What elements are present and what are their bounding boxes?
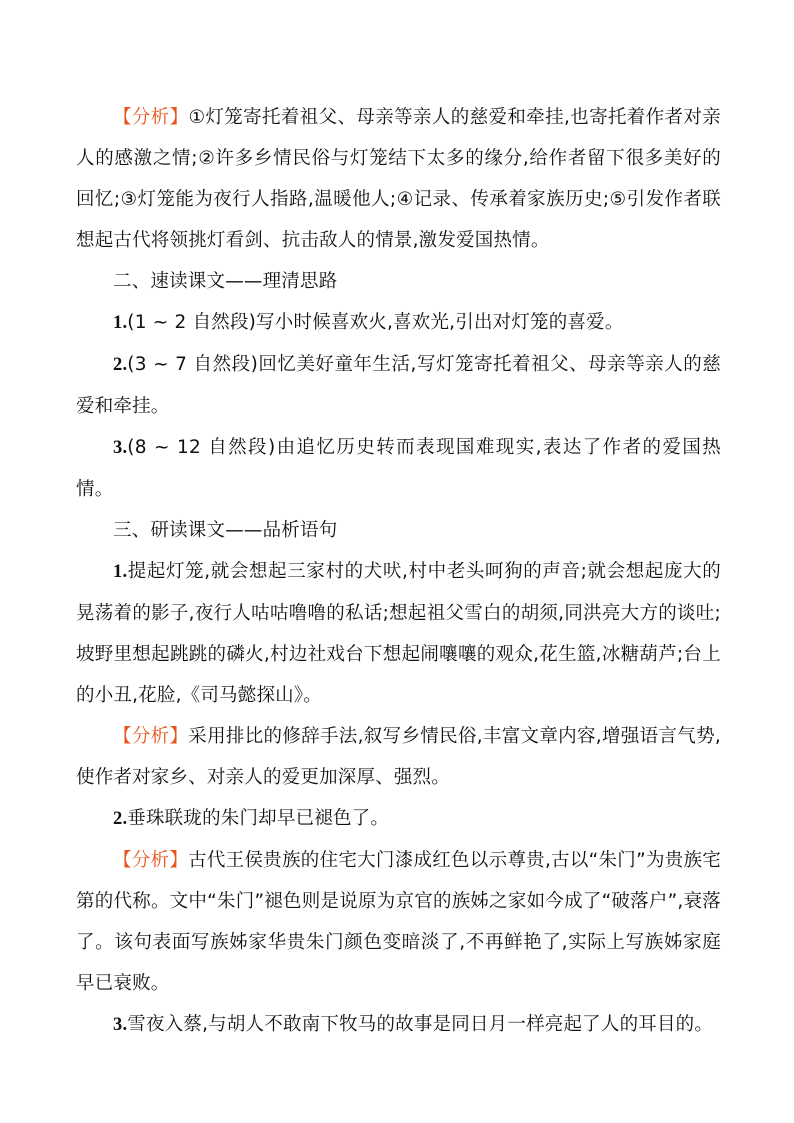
item-text: (3 ~ 7 自然段)回忆美好童年生活,写灯笼寄托着祖父、母亲等亲人的慈爱和牵挂。 — [76, 354, 721, 417]
analysis-text: 采用排比的修辞手法,叙写乡情民俗,丰富文章内容,增强语言气势,使作者对家乡、对亲人的爱更加深厚、强烈。 — [76, 726, 721, 788]
sentence-item-3 — [76, 1004, 721, 1046]
item-text: 垂珠联珑的朱门却早已褪色了。 — [127, 808, 390, 829]
section-heading-3: 三、研读课文——品析语句 — [113, 520, 338, 541]
section-heading-2: 二、速读课文——理清思路 — [113, 271, 338, 292]
analysis-text: 古代王侯贵族的住宅大门漆成红色以示尊贵,古以“朱门”为贵族宅第的代称。文中“朱门”褪色则是说原为京官的族姊之家如今成了“破落户”,衰落了。该句表面写族姊家华贵朱门颜色变暗淡了,不再鲜艳了,实际上写族姊家庭早已衰败。 — [76, 850, 721, 994]
item-text: 提起灯笼,就会想起三家村的犬吠,村中老头呵狗的声音;就会想起庞大的晃荡着的影子,夜行人咕咕噜噜的私话;想起祖父雪白的胡须,同洪亮大方的谈吐;坡野里想起跳跳的磷火,村边社戏台下想起闹嚷嚷的观众,花生篮,冰糖葫芦;台上的小丑,花脸,《司马懿探山》。 — [76, 561, 721, 706]
item-number: 1. — [113, 562, 128, 582]
sentence-item-2 — [76, 798, 721, 840]
document-body — [76, 97, 721, 1046]
item-number: 3. — [113, 1015, 128, 1035]
structure-item-2 — [76, 344, 721, 427]
structure-item-1 — [76, 302, 721, 344]
item-number: 3. — [113, 438, 128, 458]
item-text: (8 ~ 12 自然段)由追忆历史转而表现国难现实,表达了作者的爱国热情。 — [76, 437, 721, 500]
analysis-tag: 【分析】 — [113, 726, 189, 747]
structure-item-3 — [76, 427, 721, 510]
analysis-tag: 【分析】 — [113, 107, 189, 128]
item-number: 2. — [113, 355, 128, 375]
analysis-paragraph-1 — [76, 97, 721, 261]
analysis-paragraph-2 — [76, 716, 721, 798]
analysis-text: ①灯笼寄托着祖父、母亲等亲人的慈爱和牵挂,也寄托着作者对亲人的感激之情;②许多乡情民俗与灯笼结下太多的缘分,给作者留下很多美好的回忆;③灯笼能为夜行人指路,温暖他人;④记录、传承着家族历史;⑤引发作者联想起古代将领挑灯看剑、抗击敌人的情景,激发爱国热情。 — [76, 107, 721, 251]
item-text: 雪夜入蔡,与胡人不敢南下牧马的故事是同日月一样亮起了人的耳目的。 — [127, 1014, 714, 1035]
item-text: (1 ~ 2 自然段)写小时候喜欢火,喜欢光,引出对灯笼的喜爱。 — [127, 312, 624, 333]
sentence-item-1 — [76, 551, 721, 716]
analysis-tag: 【分析】 — [113, 850, 189, 871]
item-number: 1. — [113, 313, 128, 333]
analysis-paragraph-3 — [76, 840, 721, 1004]
item-number: 2. — [113, 809, 128, 829]
